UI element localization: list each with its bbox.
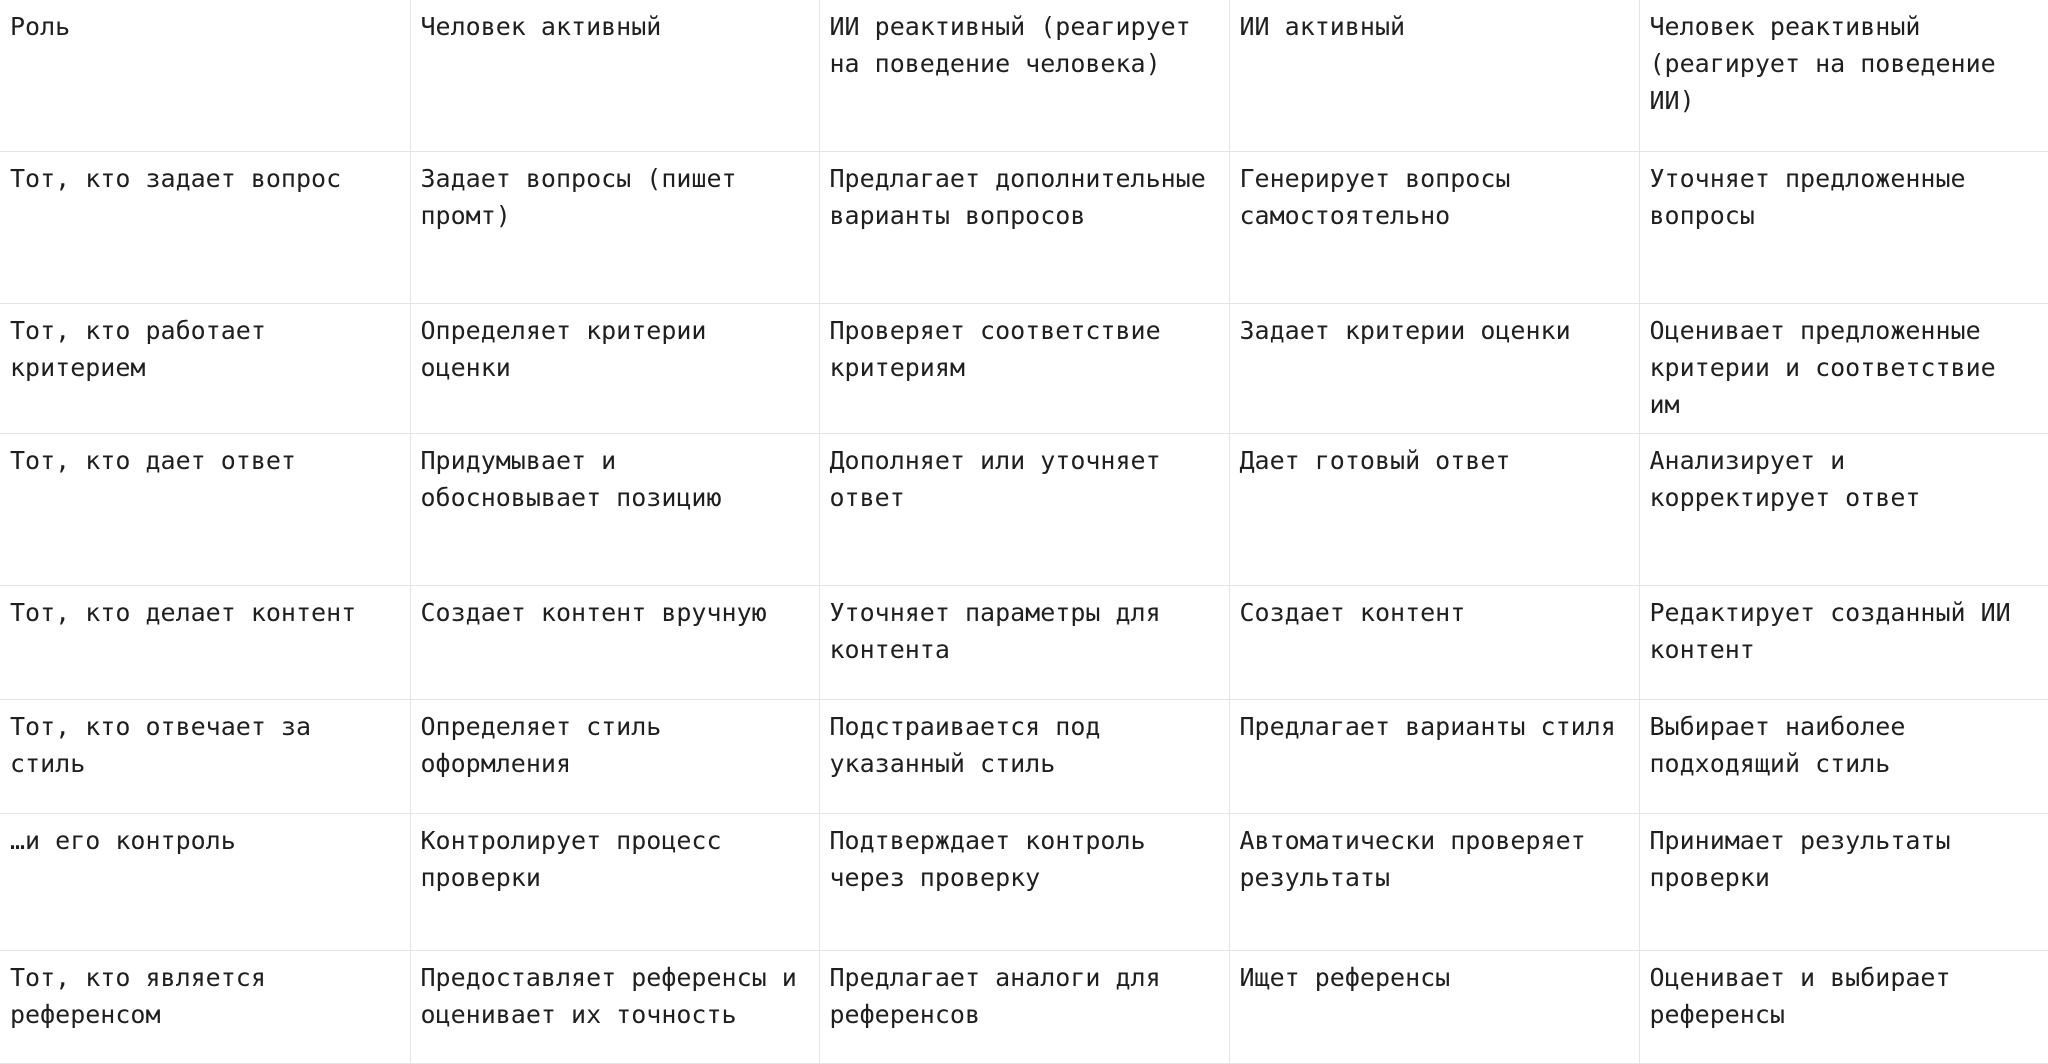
cell-human-reactive: Выбирает наиболее подходящий стиль	[1639, 699, 2048, 813]
cell-human-active: Создает контент вручную	[410, 585, 819, 699]
header-role: Роль	[0, 0, 410, 151]
cell-ai-reactive: Дополняет или уточняет ответ	[819, 433, 1229, 585]
cell-ai-active: Дает готовый ответ	[1229, 433, 1639, 585]
cell-ai-active: Предлагает варианты стиля	[1229, 699, 1639, 813]
cell-human-active: Определяет критерии оценки	[410, 303, 819, 433]
header-human-reactive: Человек реактивный (реагирует на поведение ИИ)	[1639, 0, 2048, 151]
cell-human-active: Задает вопросы (пишет промт)	[410, 151, 819, 303]
cell-human-reactive: Редактирует созданный ИИ контент	[1639, 585, 2048, 699]
table-row	[0, 699, 2048, 813]
cell-ai-reactive: Подстраивается под указанный стиль	[819, 699, 1229, 813]
cell-role: Тот, кто дает ответ	[0, 433, 410, 585]
table-row	[0, 950, 2048, 1063]
table-row	[0, 433, 2048, 585]
table-row	[0, 151, 2048, 303]
table-row	[0, 813, 2048, 950]
cell-role: Тот, кто задает вопрос	[0, 151, 410, 303]
cell-role: Тот, кто отвечает за стиль	[0, 699, 410, 813]
cell-ai-active: Задает критерии оценки	[1229, 303, 1639, 433]
cell-role: Тот, кто является референсом	[0, 950, 410, 1063]
cell-human-active: Контролирует процесс проверки	[410, 813, 819, 950]
cell-ai-reactive: Подтверждает контроль через проверку	[819, 813, 1229, 950]
cell-ai-active: Автоматически проверяет результаты	[1229, 813, 1639, 950]
cell-ai-reactive: Уточняет параметры для контента	[819, 585, 1229, 699]
cell-role: Тот, кто работает критерием	[0, 303, 410, 433]
header-human-active: Человек активный	[410, 0, 819, 151]
cell-human-active: Предоставляет референсы и оценивает их точность	[410, 950, 819, 1063]
cell-human-reactive: Оценивает и выбирает референсы	[1639, 950, 2048, 1063]
cell-human-active: Придумывает и обосновывает позицию	[410, 433, 819, 585]
cell-human-reactive: Уточняет предложенные вопросы	[1639, 151, 2048, 303]
cell-role: …и его контроль	[0, 813, 410, 950]
header-ai-active: ИИ активный	[1229, 0, 1639, 151]
cell-human-reactive: Оценивает предложенные критерии и соответствие им	[1639, 303, 2048, 433]
cell-human-reactive: Анализирует и корректирует ответ	[1639, 433, 2048, 585]
table-row	[0, 303, 2048, 433]
cell-ai-reactive: Проверяет соответствие критериям	[819, 303, 1229, 433]
table-row	[0, 585, 2048, 699]
cell-ai-active: Ищет референсы	[1229, 950, 1639, 1063]
header-ai-reactive: ИИ реактивный (реагирует на поведение человека)	[819, 0, 1229, 151]
cell-ai-active: Создает контент	[1229, 585, 1639, 699]
cell-ai-reactive: Предлагает аналоги для референсов	[819, 950, 1229, 1063]
cell-ai-reactive: Предлагает дополнительные варианты вопросов	[819, 151, 1229, 303]
header-row	[0, 0, 2048, 151]
cell-human-active: Определяет стиль оформления	[410, 699, 819, 813]
cell-human-reactive: Принимает результаты проверки	[1639, 813, 2048, 950]
cell-role: Тот, кто делает контент	[0, 585, 410, 699]
cell-ai-active: Генерирует вопросы самостоятельно	[1229, 151, 1639, 303]
